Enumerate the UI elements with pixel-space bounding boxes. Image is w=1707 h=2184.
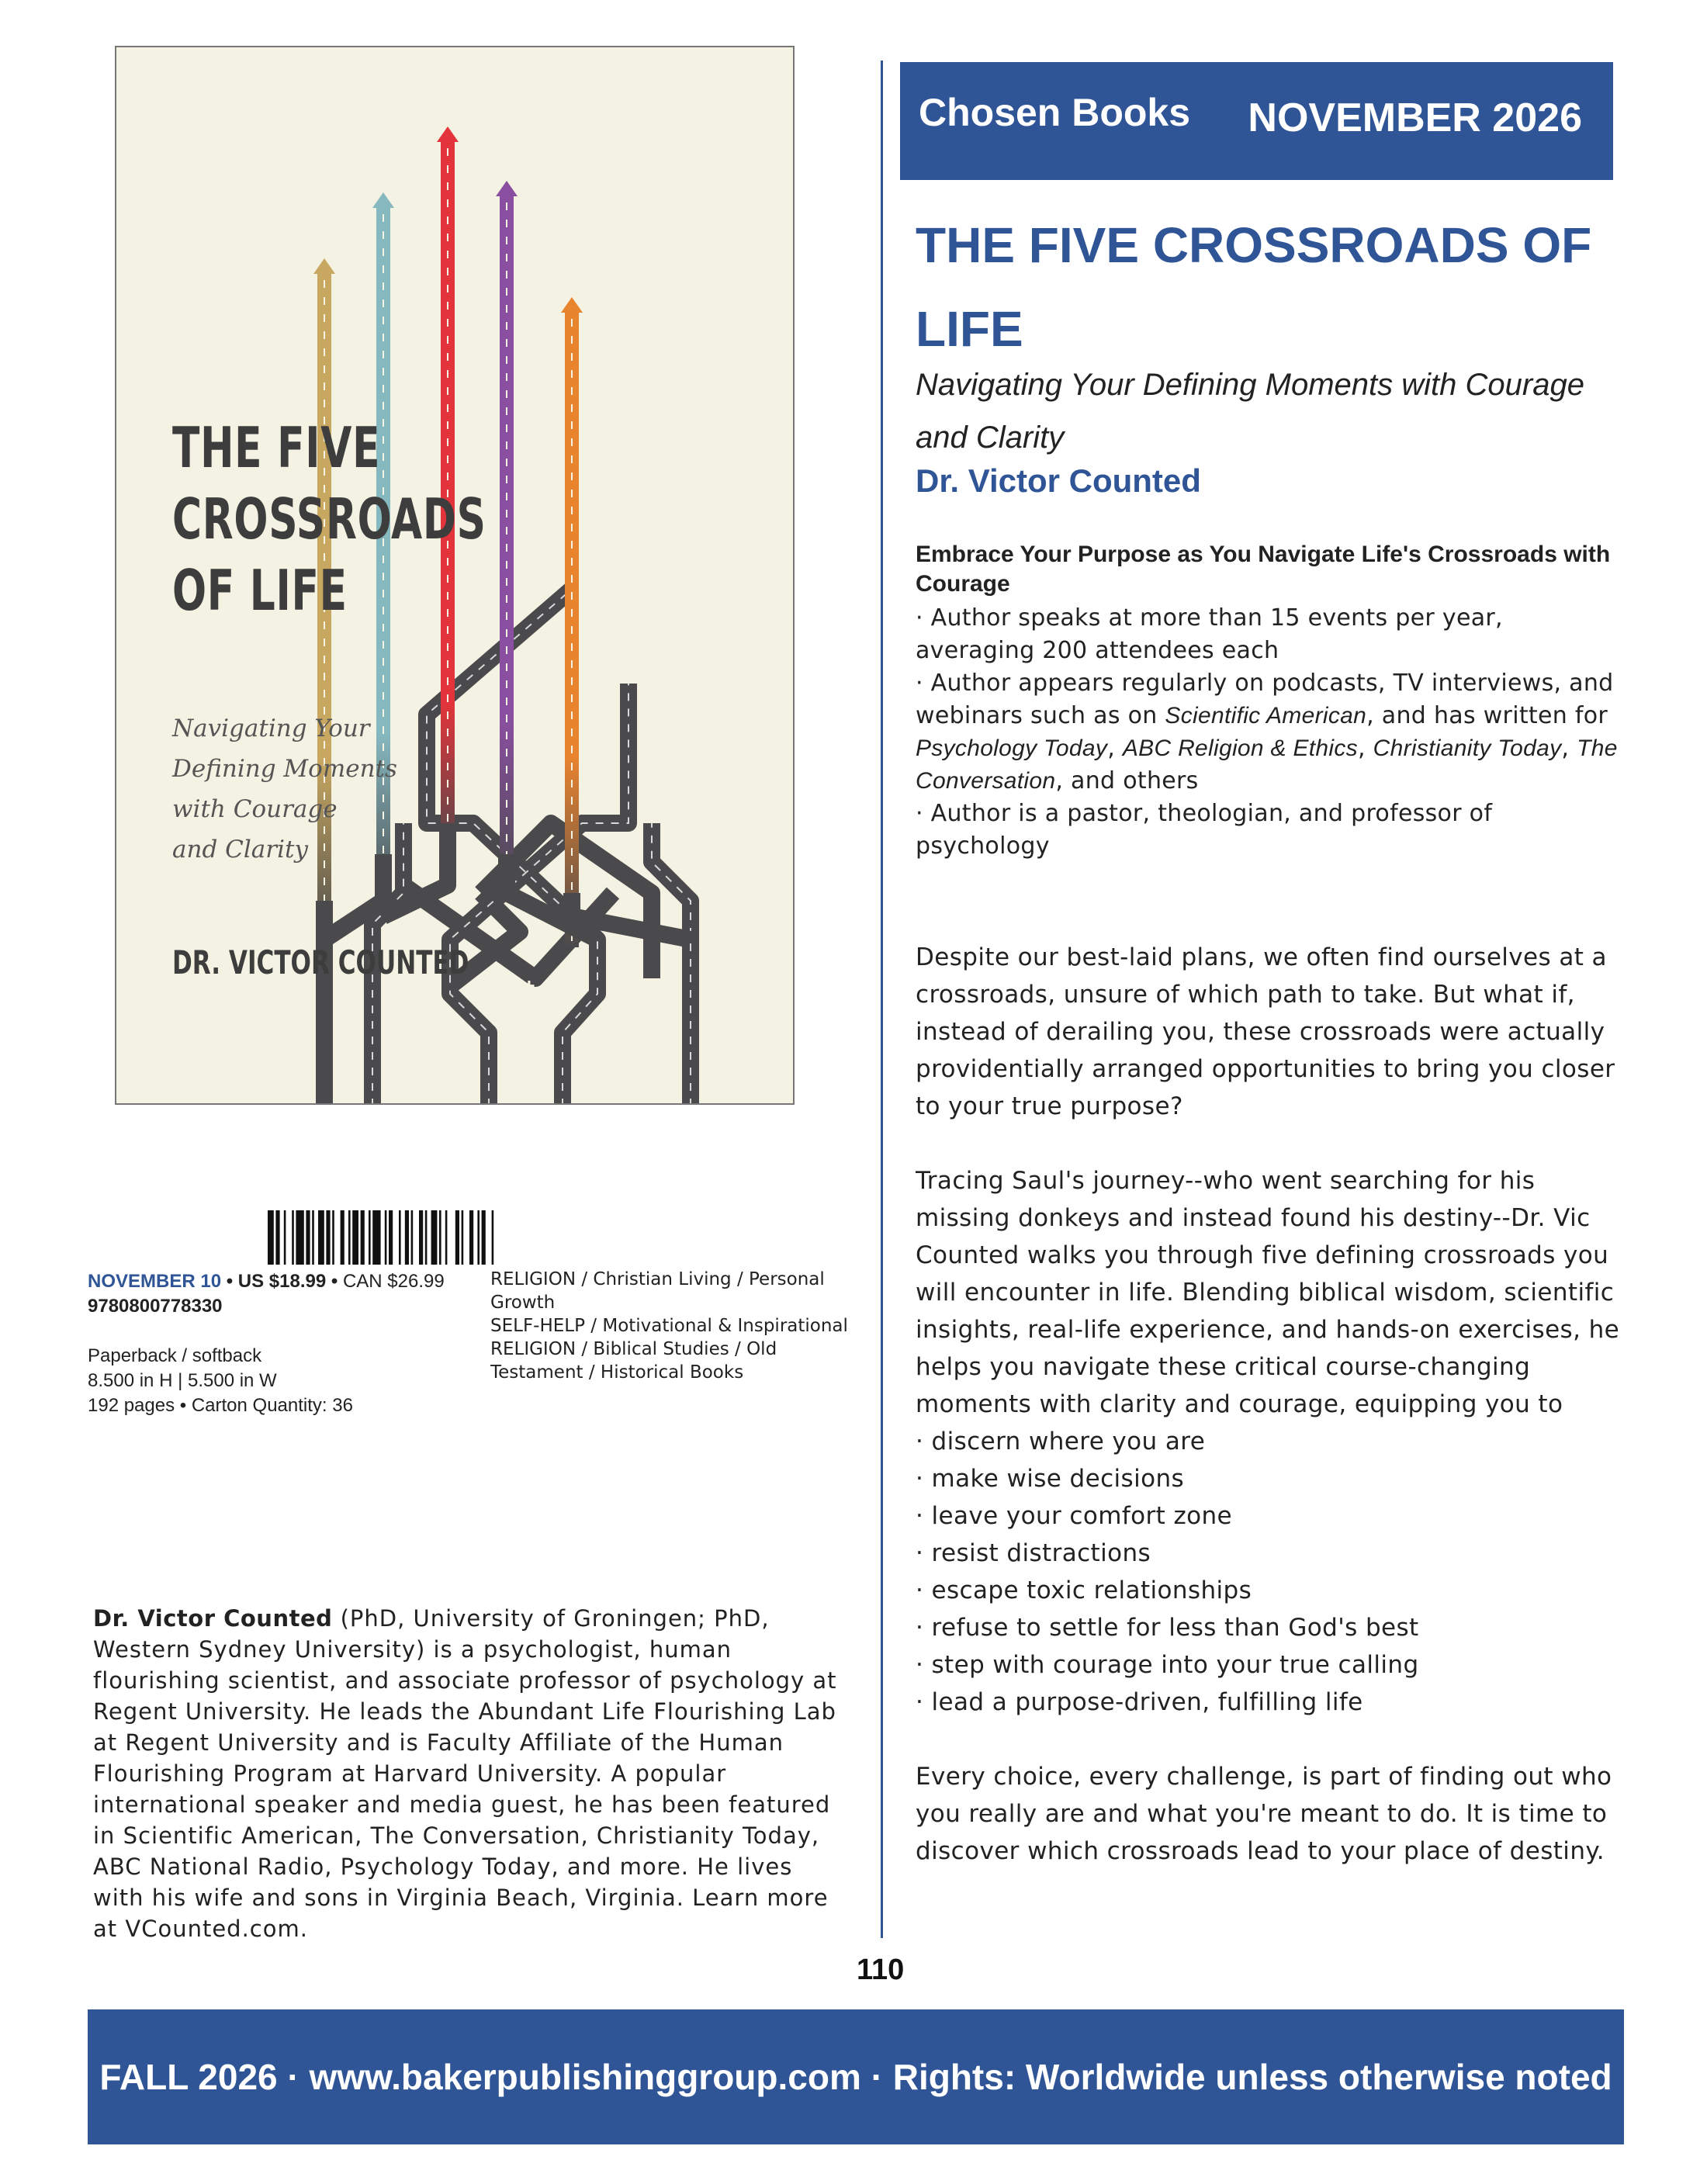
list-item: · escape toxic relationships xyxy=(916,1577,1252,1604)
selling-point: · Author speaks at more than 15 events per year, averaging 200 attendees each xyxy=(916,604,1503,664)
book-subtitle: Navigating Your Defining Moments with Courage and Clarity xyxy=(916,368,1584,455)
list-item: · make wise decisions xyxy=(916,1465,1185,1493)
cover-title: THE FIVE CROSSROADS OF LIFE xyxy=(172,415,486,623)
column-divider xyxy=(881,61,883,1938)
barcode xyxy=(268,1210,679,1265)
list-item: · step with courage into your true calling xyxy=(916,1651,1419,1679)
page-number: 110 xyxy=(857,1954,905,1986)
list-item: · lead a purpose-driven, fulfilling life xyxy=(916,1688,1363,1716)
selling-point: · Author appears regularly on podcasts, TV interviews, and webinars such as on Scientific American, and has written for Psychology Today, ABC Religion & Ethics, Christianity Today, The Conversation, and others xyxy=(916,670,1618,794)
book-title: THE FIVE CROSSROADS OF LIFE xyxy=(916,217,1592,357)
pub-date: NOVEMBER 10 xyxy=(88,1271,222,1292)
selling-point: · Author is a pastor, theologian, and professor of psychology xyxy=(916,800,1493,860)
can-price: CAN $26.99 xyxy=(342,1271,445,1292)
cover-author: DR. VICTOR COUNTED xyxy=(172,943,469,981)
author-bio xyxy=(93,1603,838,1944)
imprint-name: Chosen Books xyxy=(919,91,1191,134)
description-paragraph: Despite our best-laid plans, we often find ourselves at a crossroads, unsure of which path to take. But what if, instead of derailing you, these crossroads were actually providentially arranged opportunities to bring you closer to your true purpose? xyxy=(916,943,1615,1120)
bio-name: Dr. Victor Counted xyxy=(93,1605,333,1632)
list-item: · refuse to settle for less than God's best xyxy=(916,1614,1419,1642)
release-month: NOVEMBER 2026 xyxy=(1248,95,1582,140)
categories xyxy=(490,1268,855,1384)
selling-points-heading: Embrace Your Purpose as You Navigate Life's Crossroads with Courage xyxy=(916,542,1611,597)
pages-carton: 192 pages • Carton Quantity: 36 xyxy=(88,1395,353,1416)
selling-points xyxy=(916,540,1629,863)
svg-text:✝: ✝ xyxy=(521,978,538,1001)
book-cover xyxy=(115,46,795,1105)
product-details: NOVEMBER 10 • US $18.99 • CAN $26.99 9780800778330 Paperback / softback 8.500 in H | 5.500 in W 192 pages • Carton Quantity: 36 xyxy=(88,1269,491,1418)
us-price: US $18.99 xyxy=(237,1271,327,1292)
description-paragraph: Tracing Saul's journey--who went searching for his missing donkeys and instead found his destiny--Dr. Vic Counted walks you through five defining crossroads you will encounter in life. Blending biblical wisdom, scientific insights, real-life experience, and hands-on exercises, he helps you navigate these critical course-changing moments with clarity and courage, equipping you to xyxy=(916,1167,1620,1418)
category-item: RELIGION / Christian Living / Personal Growth xyxy=(490,1269,825,1313)
description-paragraph: Every choice, every challenge, is part of finding out who you really are and what you're meant to do. It is time to discover which crossroads lead to your place of destiny. xyxy=(916,1763,1612,1865)
book-author: Dr. Victor Counted xyxy=(916,462,1201,499)
dimensions: 8.500 in H | 5.500 in W xyxy=(88,1370,277,1391)
list-item: · leave your comfort zone xyxy=(916,1502,1233,1530)
bio-text: (PhD, University of Groningen; PhD, Western Sydney University) is a psychologist, human flourishing scientist, and associate professor of psychology at Regent University. He leads the Abundant Life Flourishing Lab at Regent University and is Faculty Affiliate of the Human Flourishing Program at Harvard University. A popular international speaker and media guest, he has been featured in Scientific American, The Conversation, Christianity Today, ABC National Radio, Psychology Today, and more. He lives with his wife and sons in Virginia Beach, Virginia. Learn more at VCounted.com. xyxy=(93,1605,837,1942)
list-item: · discern where you are xyxy=(916,1428,1206,1455)
book-description xyxy=(916,939,1629,1870)
footer-banner xyxy=(88,2009,1624,2144)
format: Paperback / softback xyxy=(88,1345,262,1366)
footer-text: FALL 2026 · www.bakerpublishinggroup.com · Rights: Worldwide unless otherwise noted xyxy=(99,2057,1612,2097)
isbn: 9780800778330 xyxy=(88,1296,223,1317)
list-item: · resist distractions xyxy=(916,1539,1151,1567)
cover-subtitle: Navigating Your Defining Moments with Courage and Clarity xyxy=(172,715,397,864)
header-banner xyxy=(900,62,1613,180)
category-item: SELF-HELP / Motivational & Inspirational xyxy=(490,1316,848,1336)
category-item: RELIGION / Biblical Studies / Old Testament / Historical Books xyxy=(490,1339,777,1383)
